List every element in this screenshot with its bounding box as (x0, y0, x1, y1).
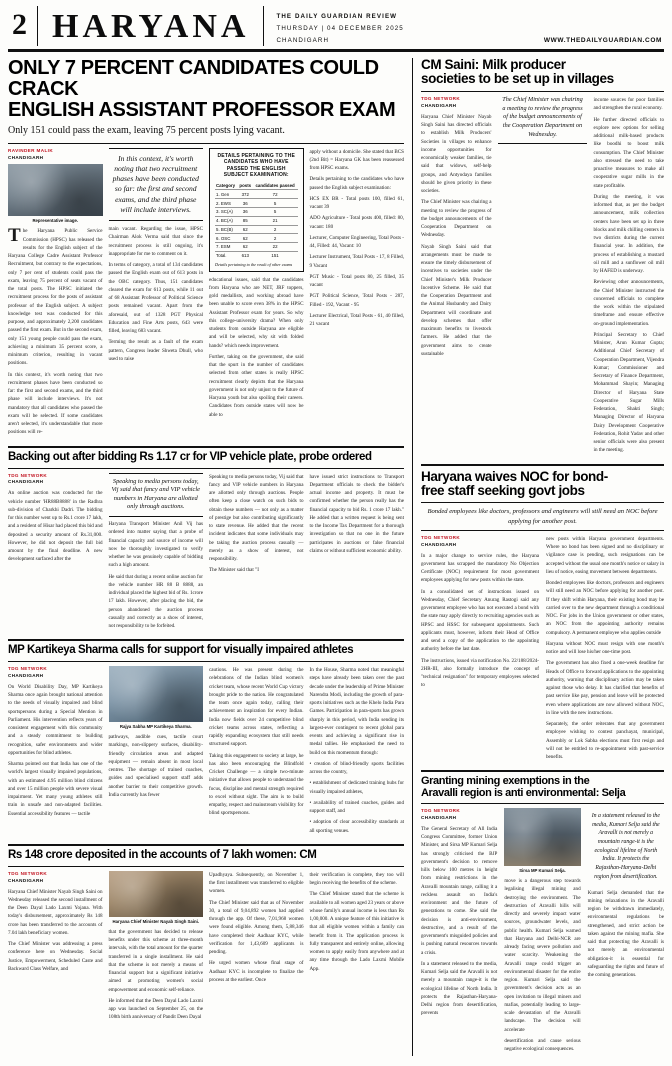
lead-para: In terms of category, a total of 134 candidates passed the English exam out of 613 posts in the OBC category. Thus, 151 candidates cleared the exam for 613 posts, while 11 out of 68 Assistant Professor of Political Science posts remained vacant. Apart from the aforesaid, out of 1328 PGT Physical Education and Fine Arts posts, 643 were filled, leaving 683 vacant. (108, 262, 203, 335)
masthead-title: HARYANA (38, 6, 264, 46)
cell-category: 4. BC(A) (215, 216, 238, 225)
cell-posts: 62 (238, 225, 253, 234)
noc-column-2 (546, 535, 664, 765)
noc-column-1 (421, 535, 539, 765)
lead-para: Further, taking on the government, she said that the spurt in the number of candidates selected from other states is really HPSC recruitment clearly depicts that the Haryana government is not only unjust to the future of Haryana youth but also spoiling their careers. Candidates from outside states will now be able to (209, 353, 304, 418)
lead-column-2 (109, 148, 204, 440)
infobox-table (215, 182, 298, 260)
aravalli-para: The General Secretary of All India Congress Committee, former Union Minister, and Sirsa MP Kumari Selja has strongly criticised the BJP government's decision to remove hills below 100 metres in height from mining restrictions in the Aravalli mountain range, calling it a reckless assault on India's environment and the future of generations to come. She said the decision is anti-environment, destructive, and a result of the government's misguided policies and is pushing natural resources towards a crisis. (421, 825, 498, 956)
table-row (215, 225, 298, 234)
saini-para: Principal Secretary to Chief Minister, Arun Kumar Gupta; Additional Chief Secretary of Cooperation Department, Vijendra Kumar; Commissioner and Secretary of Finance Department, Mohammad Shayin; Managing Director of Haryana State Cooperative Sugar Mills Federation, Shakti Singh; Managing Director of Haryana Dairy Development Cooperative Federation, Rohit Yadav and other senior officials were also present in the meeting. (593, 331, 665, 454)
bidding-para: Haryana Transport Minister Anil Vij has ordered into matter saying that a probe of financial capacity and source of income will now be thoroughly investigated to verify whether he was genuinely capable of bidding such a high amount. (108, 521, 203, 569)
table-row (215, 234, 298, 243)
bidding-para: In the House, Sharma noted that meaningful steps have already been taken over the past decade under the leadership of Prime Minister Narendra Modi, including the growth of para-sports initiatives such as the Khelo India Para Games. Participation in para-sports has grown sharply in this period, with India sending its largest-ever contingent to recent global para events and achieving a significant rise in medal tallies. He emphasised the need to build on this momentum through: (309, 667, 404, 756)
bidding-para: Speaking to media persons today, Vij said that fancy and VIP vehicle numbers in Haryana are allotted only through auctions. People often keep a close watch on such bids to obtain these numbers — not only as a matter of prestige but also contributing significantly to state revenue. He added that the recent incident indicates that some individuals may be taking the auction process casually — merely as a show of interest, not responsibility. (209, 473, 304, 563)
table-row (215, 190, 298, 199)
aravalli-photo-caption: Sirsa MP Kumari Selja. (519, 868, 566, 873)
saini-para: Nayab Singh Saini said that arrangements must be made to ensure the timely disbursement of incentives to societies under the Chief Minister's Milk Producer Incentive Scheme. He said that the Cooperation Department and the Animal Husbandry and Dairy Department will coordinate and develop schemes that offer maximum benefits to livestock farmers. He added that the government aims to create sustainable (421, 243, 492, 357)
women-column-1 (8, 871, 103, 1025)
bidding-para: An online auction was conducted for the vehicle number 'HR88B8888' in the Radhra sub-division of Charkhi Dadri. The bidding for this number went up to Rs.1 crore 17 lakh, and a resident of Hisar had placed this bid and deposited a security amount of Rs.31,000. However, he did not deposit the full bid amount by the final deadline. A new development surfaced after the (8, 490, 103, 563)
saini-para: Haryana Chief Minister Nayab Singh Saini has directed officials to establish Milk Producers' Societies in villages to enhance income opportunities for economically weaker families, tie said that widows, self-help groups, and Antyodaya families should be given priority in these societies. (421, 113, 492, 195)
women-column-4 (310, 871, 405, 1025)
infobox-footnote: Details pertaining to the result of other exams (215, 261, 293, 267)
lead-para: Details pertaining to the candidates who have passed the English subject examination: (309, 176, 404, 191)
cell-category: 3. SC(A) (215, 207, 238, 216)
bidding-byline-place: CHANDIGARH (8, 479, 44, 485)
lead-column-3 (209, 148, 304, 440)
left-column (8, 58, 404, 1056)
lead-infobox (209, 148, 304, 272)
noc-para: In a consolidated set of instructions issued on Wednesday, Chief Secretary Anurag Rastogi said any government employee who has not executed a bond with the state may apply directly to recruiting agencies such as HPSC and HSSC for subsequent appointments. Such applicants must, however, inform their Head of Office and send a copy of the application to the appointing authority before the last date. (421, 588, 539, 653)
cell-category: Total. (215, 251, 238, 259)
bidding-column-3 (209, 473, 304, 634)
page-body (8, 58, 664, 1056)
noc-para: In a major change to service rules, the Haryana government has scrapped the mandatory No Objection Certificate (NOC) requirement for most government employees applying for new posts within the state. (421, 552, 539, 584)
women-para: He informed that the Deen Dayal Lado Laxmi app was launched on September 25, on the 108th birth anniversary of Pandit Deen Dayal (108, 997, 203, 1021)
kartikeya-photo-caption: Rajya Sabha MP Kartikeya Sharma. (119, 724, 192, 730)
aravalli-byline-name: TDG NETWORK (421, 808, 461, 813)
lead-para: HCS EX BR - Total posts 100, filled 61, vacant 39 (309, 195, 404, 211)
lead-para: apply without a domicile. She stated that BCS (2nd Bit) = Haryana GK has been reassessed from HPSC exams. (309, 148, 404, 172)
kartikeya-para: cautions. He was present during the celebrations of the Indian blind women's cricket team, whose recent World Cup victory brought pride to the nation. He congratulated the team once again today, calling their achievement an inspiration for every Indian. India now fields over 24 competitive blind cricket teams across states, reflecting a rapidly expanding ecosystem that still needs structured support. (209, 667, 304, 748)
women-para: The Chief Minister said that as of November 30, a total of 9,04,892 women had applied through the app. Of these, 7,01,968 women were found eligible. Among them, 5,88,346 have completed their Aadhaar KYC, while verification for 1,43,609 applicants is pending. (209, 899, 304, 956)
saini-byline-name: TDG NETWORK (421, 96, 461, 102)
cell-passed: 2 (253, 234, 298, 243)
lead-para: The Haryana Public Service Commission (HPSC) has released the results for the English subject of the Haryana College Cadre Assistant Professor Recruitment, but contrary to the expectations, only 7 per cent of students could pass the exam, leaving 75 percent of seats vacant of the total posts. The HPSC initiated the recruitment process for the posts of assistant professor of the English subject. A subject knowledge test was conducted for this purpose, and approximately 2,200 candidates passed the first exam. But in the second exam, only 151 young people could pass the exam, achieving a minimum 35 percent score, a minimum criterion, resulting in vacant positions. (8, 225, 103, 367)
bidding-column-4 (310, 473, 405, 634)
lead-byline (8, 148, 103, 162)
women-para: Haryana Chief Minister Nayab Singh Saini on Wednesday released the second installment of the Deen Dayal Lado Laxmi Yojana. With today's disbursement, approximately Rs 148 crore has been transferred to the accounts of 7.04 lakh beneficiary women. (8, 888, 103, 936)
noc-para: The government has also fixed a one-week deadline for Heads of Office to forward applications to the appointing authority, warning that disciplinary action may be taken against those who delay. It has clarified that benefits of past service like pay, pension and leave will be protected even where applications are now allowed without NOC, in line with the new instructions. (546, 660, 664, 716)
aravalli-byline-place: CHANDIGARH (421, 814, 457, 820)
aravalli-headline-line2: Aravalli region is anti environmental: Selja (421, 786, 626, 799)
cell-category: 6. OSC (215, 234, 238, 243)
bidding-story (8, 452, 404, 634)
cell-passed: 5 (253, 199, 298, 208)
women-photo (109, 871, 204, 917)
saini-headline-line2: societies to be set up in villages (421, 71, 614, 87)
saini-para: The Chief Minister was chairing a meeting to review the progress of the budget announcements of the Cooperation Department on Wednesday. (421, 199, 492, 239)
bidding-para: • adoption of clear accessibility standards at all sporting venues. (309, 819, 404, 834)
bidding-para: • establishment of dedicated training hubs for visually impaired athletes, (309, 780, 404, 795)
aravalli-photo (504, 808, 580, 866)
masthead (8, 6, 664, 52)
noc-para: Haryana without NOC must resign with one month's notice and will lose his/her one-time post. (546, 640, 664, 656)
aravalli-para: desertification and cause serious negative ecological consequences. (504, 1037, 581, 1053)
aravalli-para: move is a dangerous step towards legalising illegal mining and destroying the environment. The destruction of Aravalli hills will directly and severely impact water sources, groundwater levels, and public health. Kumari Selja warned that Haryana and Delhi-NCR are already facing severe pollution and water scarcity. Weakening the Aravalli range could trigger an environmental disaster for the entire region. Kumari Selja said the government's decision acts as an open invitation to illegal miners and mafias, potentially leading to large-scale devastation of the Aravalli landscape. The decision will accelerate (504, 878, 581, 1033)
women-para: The Chief Minister stated that the scheme is available to all women aged 23 years or above whose family's annual income is less than Rs 1,00,000. A unique feature of this initiative is that all eligible women within a family can benefit from it. The application process is fully transparent and entirely online, allowing women to apply easily from anywhere and at any time through the Lado Laxmi Mobile App. (309, 891, 404, 972)
noc-byline-name: TDG NETWORK (421, 534, 461, 540)
bidding-pullquote: Speaking to media persons today, Vij said that fancy and VIP vehicle numbers in Haryana are allotted only through auctions. (109, 473, 204, 518)
lead-photo (8, 164, 103, 216)
right-column (412, 58, 664, 1056)
noc-story (421, 470, 664, 765)
table-row (215, 216, 298, 225)
aravalli-para: In a statement released to the media, Kumari Selja said the Aravalli is not merely a mountain range-it is the ecological lifeline of North India. It protects the Rajasthan-Haryana-Delhi region from desertification, prevents (421, 960, 498, 1017)
kartikeya-column-2 (109, 666, 204, 838)
lead-para: ADO Agriculture - Total posts 400, filled: 80, vacant: 180 (309, 215, 404, 230)
lead-para: PGT Political Science, Total Posts - 287, Filled - 192, Vacant - 95 (309, 293, 404, 308)
cell-passed: 5 (253, 207, 298, 216)
lead-headline-line2: ENGLISH ASSISTANT PROFESSOR EXAM (8, 98, 396, 121)
masthead-website[interactable]: WWW.THEDAILYGUARDIAN.COM (543, 37, 662, 45)
noc-byline-place: CHANDIGARH (421, 541, 457, 547)
saini-column-3 (594, 96, 664, 458)
masthead-date: THURSDAY | 04 DECEMBER 2025 (276, 24, 404, 32)
bidding-para: • creation of blind-friendly sports facilities across the country, (309, 760, 404, 776)
women-story (8, 850, 404, 1025)
lead-para: PGT Music - Total posts 80, 25 filled, 35 vacant (309, 273, 404, 289)
masthead-publication: THE DAILY GUARDIAN REVIEW (276, 13, 398, 20)
cell-category: 2. EWS (215, 199, 238, 208)
kartikeya-column-1 (8, 666, 103, 838)
table-row (215, 243, 298, 252)
bidding-para: • availability of trained coaches, guides and support staff, and (309, 799, 404, 815)
lead-column-4 (310, 148, 405, 440)
cell-posts: 62 (238, 243, 253, 252)
table-header-row (215, 182, 298, 190)
infobox-col-posts: posts (239, 183, 252, 189)
aravalli-column-1 (421, 808, 497, 1056)
saini-para: income sources for poor families and strengthen the rural economy. (593, 97, 665, 112)
lead-photo-caption: Representative image. (32, 218, 79, 224)
women-column-3 (209, 871, 304, 1025)
bidding-column-2 (109, 473, 204, 634)
women-byline (8, 871, 103, 885)
women-para: The Chief Minister was addressing a press conference here on Wednesday. Social Justice, Empowerment, Scheduled Caste and Backward Class Welfare, and (8, 941, 103, 972)
infobox-col-passed: candidates passed (255, 183, 295, 189)
lead-para: main vacant. Regarding the issue, HPSC Chairman Alok Verma said that since the recruitment process is still ongoing, it's inappropriate for me to comment on it. (108, 226, 203, 257)
kartikeya-story (8, 645, 404, 838)
bidding-column-1 (8, 473, 103, 634)
women-para: their verification is complete, they too will begin receiving the benefits of the scheme. (309, 871, 404, 887)
saini-byline (421, 96, 491, 110)
noc-para: The instructions, issued via notification No. 22/188/2024-2HR-III, also formally introduce the concept of "technical resignation" for temporary employees selected to (421, 657, 539, 689)
saini-byline-place: CHANDIGARH (421, 103, 457, 109)
women-byline-place: CHANDIGARH (8, 877, 44, 883)
saini-boxquote: The Chief Minister was chairing a meeting to review the progress of the budget announcements of the Cooperation Department on Wednesday. (498, 96, 586, 144)
aravalli-sidequote: In a statement released to the media, Kumari Selja said the Aravalli is not merely a mountain range-it is the ecological lifeline of North India. It protects the Rajasthan-Haryana-Delhi region from desertification. (591, 813, 660, 880)
lead-story (8, 58, 404, 439)
infobox-col-category: Category (216, 183, 236, 189)
women-para: Upadhyaya. Subsequently, on November 1, the first installment was transferred to eligible women. (209, 871, 304, 895)
women-para: He urged women whose final stage of Aadhaar KYC is incomplete to finalize the process at the earliest. Once (209, 960, 304, 983)
saini-story (421, 58, 664, 457)
cell-passed: 72 (253, 190, 298, 199)
kartikeya-para: Taking this engagement to society at large, he has also been encouraging the Blindfold Cricket Challenge — a simple two-minute initiative that allows people to understand the focus, discipline and mental strength required to excel without sight. The aim is to build empathy, respect and mainstream visibility for blind sportspersons. (209, 752, 304, 817)
lead-para: Lecturer, Computer Engineering, Total Posts - 44, Filled: 44, Vacant: 10 (309, 234, 404, 250)
kartikeya-headline: MP Kartikeya Sharma calls for support for visually impaired athletes (8, 644, 354, 657)
infobox-title: DETAILS PERTAINING TO THE CANDIDATES WHO HAVE PASSED THE ENGLISH SUBJECT EXAMINATION: (217, 152, 295, 179)
women-column-2 (109, 871, 204, 1025)
noc-headline-line2: free staff seeking govt jobs (421, 482, 585, 498)
cell-posts: 613 (238, 251, 253, 259)
lead-para: In this context, it's worth noting that two recruitment phases have been conducted so far: the first and second exams, and the third phase will include interviews. It's not mandatory that all candidates who passed the exam will be selected. If some candidates aren't selected, it's understandable that more positions will re- (8, 371, 103, 436)
bidding-byline (8, 473, 103, 487)
table-row (215, 207, 298, 216)
lead-column-1 (8, 148, 103, 440)
women-byline-name: TDG NETWORK (8, 870, 48, 876)
cell-passed: 2 (253, 225, 298, 234)
lead-para: Lecturer Instrument, Total Posts - 17, 8 Filled, 9 Vacant (309, 254, 404, 269)
lead-para: educational issues, said that the candidates from Haryana who are NET, JRF toppers, gold medallists, and working abroad have been unable to score even 38% in the HPSC Assistant Professor exam for years. So why this college-university drama? When only students from outside Haryana are eligible and will be selected, why sit with folded hands? which needs improvement. (209, 276, 304, 349)
cell-posts: 36 (238, 199, 253, 208)
lead-para: Terming the result as a fault of the exam pattern, Congress leader Shweta Dhull, who used to raise (108, 339, 203, 362)
noc-headline-line1: Haryana waives NOC for bond- (421, 468, 608, 484)
aravalli-story (421, 776, 664, 1056)
saini-para: He further directed officials to explore new options for selling additional milk-based products like boodhi to boost milk consumption. The Chief Minister also stressed the need to take proactive measures to make all cooperative sugar mills in the state profitable. (593, 116, 665, 189)
cell-category: 7. ESM (215, 243, 238, 252)
lead-byline-place: CHANDIGARH (8, 154, 44, 160)
bidding-byline-name: TDG NETWORK (8, 472, 48, 478)
noc-byline (421, 535, 539, 549)
kartikeya-byline-name: TDG NETWORK (8, 666, 48, 672)
women-photo-caption: Haryana Chief Minister Nayab Singh Saini. (112, 918, 199, 924)
page-number: 2 (8, 6, 38, 46)
bidding-para: The Minister said that "I (209, 567, 259, 574)
saini-para: During the meeting, it was informed that, as per the budget announcement, milk collection centers have been set up in three blocks and milk chilling centers in two districts during the current financial year. In addition, the process of establishing a mustard oil mill and a sunflower oil mill by HAFED is underway. (593, 193, 665, 275)
kartikeya-column-4 (310, 666, 405, 838)
kartikeya-byline-place: CHANDIGARH (8, 673, 44, 679)
women-para: that the government has decided to release benefits under this scheme at three-month intervals, with the total amount for the quarter transferred in a single installment. He said that the scheme is not merely a means of financial support but a significant initiative aimed at promoting women's social empowerment and economic self-reliance. (108, 928, 203, 993)
kartikeya-para: On World Disability Day, MP Kartikeya Sharma once again brought national attention to the needs of visually impaired and blind sportspersons during a Special Mention in Parliament. His intervention reflects years of consistent engagement with this community and a steady commitment to building recognition, safer environments and wider opportunities for blind athletes. (8, 683, 103, 756)
noc-para: Separately, the order reiterates that any government employee wishing to contest panchayat, municipal, Assembly or Lok Sabha elections must first resign and will not be entitled to re-appointment with past-service benefits. (546, 721, 664, 761)
saini-column-2 (498, 96, 586, 458)
cell-posts: 372 (238, 190, 253, 199)
table-row (215, 251, 298, 259)
cell-posts: 85 (238, 216, 253, 225)
cell-passed: 21 (253, 216, 298, 225)
noc-para: new posts within Haryana government departments. Where no bond has been signed and no disciplinary or vigilance case is pending, such resignations can be accepted without the usual one month's notice or salary in lieu of notice, easing movement between departments. (546, 535, 664, 575)
cell-passed: 151 (253, 251, 298, 259)
kartikeya-para: pathways, audible cues, tactile court markings, non-slippery surfaces, disability-friendly circulation areas and adapted equipment — remain absent in most local centres. The shortage of trained coaches, guides and specialised support staff adds another barrier to their competitive growth. India currently has fewer (108, 734, 203, 798)
lead-para: Lecturer Electrical, Total Posts - 61, 40 filled, 21 vacant (309, 312, 404, 328)
saini-para: Reviewing other announcements, the Chief Minister instructed the concerned officials to complete the work within the stipulated timeframe and ensure effective on-ground implementation. (593, 279, 665, 327)
kartikeya-column-3 (209, 666, 304, 838)
cell-category: 5. BC(B) (215, 225, 238, 234)
masthead-city: CHANDIGARH (276, 36, 330, 44)
masthead-meta (264, 6, 543, 46)
kartikeya-para: Sharma pointed out that India has one of the world's largest visually impaired populations, with an estimated 4.95 million blind citizens and over 15 million people with severe visual impairment. Yet many young athletes still train in unsafe and non-adapted facilities. Essential accessibility features — tactile (8, 761, 103, 817)
kartikeya-byline (8, 666, 103, 680)
bidding-headline: Backing out after bidding Rs 1.17 cr for VIP vehicle plate, probe ordered (8, 450, 372, 463)
cell-posts: 62 (238, 234, 253, 243)
saini-headline-line1: CM Saini: Milk producer (421, 57, 566, 73)
aravalli-headline-line1: Granting mining exemptions in the (421, 775, 590, 788)
aravalli-column-2 (504, 808, 580, 1056)
cell-posts: 36 (238, 207, 253, 216)
aravalli-para: Kumari Selja demanded that the mining relaxations in the Aravalli region be withdrawn immediately, environmental regulations be strengthened, and strict action be taken against the mining mafia. She said that protecting the Aravalli is not merely an environmental obligation-it is essential for safeguarding the rights and future of the coming generations. (587, 889, 664, 978)
kartikeya-photo (109, 666, 204, 722)
noc-boxquote: Bonded employees like doctors, professors and engineers will still need an NOC before applying for another post. (421, 503, 664, 530)
bidding-para: He said that during a recent online auction for the vehicle number HR 88 B 8888, an individual placed the highest bid of Rs. 1crore 17 lakh. However, after placing the bid, the person abandoned the auction process casually and correctly as a show of interest, not responsibility to be forfeited. (108, 573, 203, 630)
aravalli-column-3 (588, 808, 664, 1056)
women-headline: Rs 148 crore deposited in the accounts of 7 lakh women: CM (8, 848, 317, 861)
cell-passed: 22 (253, 243, 298, 252)
aravalli-byline (421, 808, 497, 822)
lead-headline-line1: ONLY 7 PERCENT CANDIDATES COULD CRACK (8, 57, 379, 100)
table-row (215, 199, 298, 208)
lead-pullquote: In this context, it's worth noting that two recruitment phases have been conducted so far: the first and second exams, and the third phase will include interviews. (109, 148, 204, 222)
noc-para: Bonded employees like doctors, professors and engineers will still need an NOC before applying for another post. If they shift within Haryana, their existing bond may be carried over to the new department through a conditional NOC. For jobs in the Union government or other states, an NOC from the appointing authority remains compulsory. A permanent employee who applies outside (546, 580, 664, 636)
saini-column-1 (421, 96, 491, 458)
lead-subhead: Only 151 could pass the exam, leaving 75 percent posts lying vacant. (8, 125, 285, 137)
lead-byline-name: RAVINDER MALIK (8, 147, 54, 153)
bidding-para: have issued strict instructions to Transport Department officials to check the bidder's actual income and property. It must be confirmed whether the person really has the financial capacity to bid Rs. 1 crore 17 lakh." He added that a written request is being sent to the Income Tax Department for a thorough investigation so that no one in the future participates in auctions or false financial claims or without sufficient economic ability. (309, 473, 404, 554)
cell-category: 1. Gen (215, 190, 238, 199)
